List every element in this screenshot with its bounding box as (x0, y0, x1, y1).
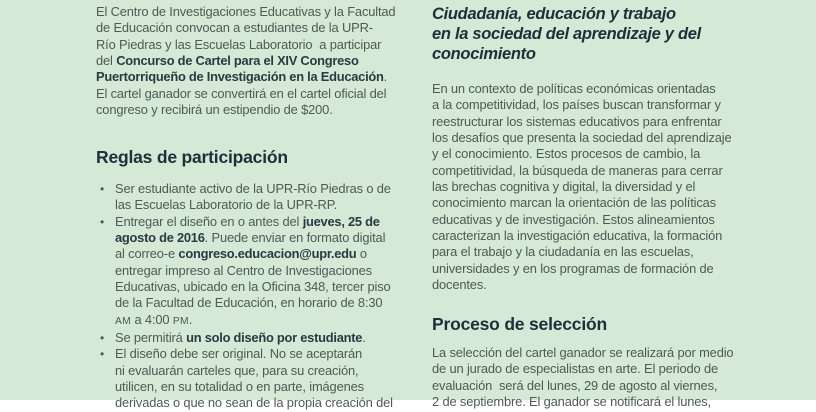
text-line (432, 195, 732, 211)
text-run: las Escuelas Laboratorio de la UPR-RP. (115, 197, 337, 213)
text-run: En un contexto de políticas económicas orientadas (432, 81, 716, 96)
bullet-item (96, 330, 393, 346)
text-line (432, 179, 732, 195)
text-run: para el trabajo y la ciudadanía en las escuelas, (432, 244, 694, 260)
bullet-marker-icon: • (100, 347, 105, 362)
text-run: las brechas cognitiva y digital, la diversidad y el (432, 179, 696, 195)
text-line (432, 130, 732, 146)
text-run: de Educación convocan a estudiantes de la UPR- (96, 20, 373, 36)
text-run: agosto de 2016 (115, 230, 205, 246)
rules-list (96, 181, 393, 412)
text-run: de un jurado de especialistas en arte. El periodo de (432, 361, 719, 377)
text-line (432, 244, 732, 260)
text-run: del (96, 53, 117, 69)
text-line (432, 394, 733, 410)
text-run: . (383, 69, 388, 85)
text-run: a 4:00 (131, 311, 173, 327)
text-line (432, 228, 732, 244)
text-run: en la sociedad del aprendizaje y del (432, 25, 701, 43)
text-run: 2 de septiembre. El ganador se notificará el lunes, (432, 394, 711, 410)
bullet-item (96, 181, 393, 214)
text-line (115, 214, 391, 230)
text-line (115, 395, 393, 411)
text-run: derivadas o que no sean de la propia creación del (115, 395, 393, 411)
text-run: Ser estudiante activo de la UPR-Río Piedras o de (115, 181, 391, 196)
text-line (432, 114, 732, 130)
text-run: al correo-e (115, 246, 179, 262)
theme-heading (432, 4, 701, 64)
text-line (96, 37, 395, 53)
bullet-marker-icon: • (100, 182, 105, 196)
theme-paragraph (432, 81, 732, 293)
bullet-text (115, 330, 366, 346)
text-run: jueves, 25 de (302, 213, 380, 229)
bullet-text (115, 214, 391, 330)
bullet-marker-icon: • (100, 214, 105, 229)
text-run: congreso.educacion@upr.edu (178, 246, 357, 262)
text-line (115, 181, 391, 197)
text-line (96, 86, 395, 102)
text-line (96, 20, 395, 36)
bullet-item (96, 346, 393, 411)
text-run: a la competitividad, los países buscan transformar y (432, 97, 721, 113)
text-line (432, 97, 732, 113)
text-line (432, 345, 733, 361)
text-line (115, 346, 393, 362)
text-run: Se permitirá (115, 330, 187, 346)
text-run: evaluación será del lunes, 29 de agosto al viernes, (432, 377, 718, 393)
text-line (96, 102, 395, 118)
text-run: un solo diseño por estudiante (186, 330, 363, 346)
text-run: ni evaluarán carteles que, para su creación, (115, 362, 359, 378)
text-line (432, 24, 701, 44)
bullet-text (115, 181, 391, 214)
intro-paragraph (96, 4, 395, 118)
text-run: competitividad, la búsqueda de maneras para cerrar (432, 162, 723, 178)
bullet-text (115, 346, 393, 411)
text-line (432, 212, 732, 228)
bullet-marker-icon: • (100, 331, 105, 346)
text-line (115, 330, 366, 346)
text-run: Concurso de Cartel para el XIV Congreso (116, 53, 359, 69)
text-run: . (362, 330, 366, 346)
text-run: docentes. (432, 277, 487, 293)
text-run: AM (115, 315, 132, 327)
text-line (96, 4, 395, 20)
text-line (115, 230, 391, 246)
text-line (432, 378, 733, 394)
bullet-item (96, 214, 393, 330)
text-line (432, 277, 732, 293)
text-run: . (188, 311, 193, 327)
text-run: Educativas, ubicado en la Oficina 348, tercer piso (115, 279, 391, 295)
text-line (115, 379, 393, 395)
text-run: Entregar el diseño en o antes del (115, 213, 303, 229)
text-run: conocimiento marcan la orientación de las políticas (432, 195, 716, 211)
text-run: entregar impreso al Centro de Investigaciones (115, 262, 372, 278)
text-run: caracterizan la investigación educativa, la formación (432, 228, 723, 244)
selection-paragraph (432, 345, 733, 410)
rules-heading: Reglas de participación (96, 147, 288, 167)
text-run: de la Facultad de Educación, en horario de 8:30 (115, 295, 383, 311)
text-run: Puertorriqueño de Investigación en la Educación (96, 69, 384, 85)
text-line (432, 361, 733, 377)
text-line (115, 279, 391, 295)
text-run: congreso y recibirá un estipendio de $200. (96, 102, 333, 118)
text-line (432, 44, 701, 64)
text-line (96, 69, 395, 85)
selection-heading: Proceso de selección (432, 314, 607, 334)
text-line (96, 53, 395, 69)
text-line (432, 261, 732, 277)
text-line (115, 312, 391, 330)
text-run: Río Piedras y las Escuelas Laboratorio a participar (96, 36, 382, 52)
text-run: universidades y en los programas de formación de (432, 260, 714, 276)
text-line (115, 295, 391, 311)
text-line (115, 197, 391, 213)
text-run: PM (172, 315, 189, 327)
text-line (115, 246, 391, 262)
text-run: La selección del cartel ganador se realizará por medio (432, 345, 734, 360)
text-run: utilicen, en su totalidad o en parte, imágenes (115, 379, 364, 395)
text-run: El diseño debe ser original. No se aceptarán (115, 346, 363, 362)
text-line (115, 363, 393, 379)
text-line (115, 263, 391, 279)
text-run: El cartel ganador se convertirá en el cartel oficial del (96, 85, 387, 101)
text-run: y el conocimiento. Estos procesos de cambio, la (432, 146, 701, 162)
text-run: Ciudadanía, educación y trabajo (432, 5, 676, 23)
text-line (432, 146, 732, 162)
text-run: conocimiento (432, 45, 536, 63)
text-run: reestructurar los sistemas educativos para enfrentar (432, 113, 722, 129)
text-line (432, 4, 701, 24)
text-run: educativas y de investigación. Estos alineamientos (432, 211, 715, 227)
text-run: . Puede enviar en formato digital (204, 230, 386, 246)
text-line (432, 163, 732, 179)
text-run: El Centro de Investigaciones Educativas y la Facultad (96, 4, 396, 19)
text-run: o (356, 246, 367, 262)
text-run: los desafíos que presenta la sociedad del aprendizaje (432, 130, 732, 146)
text-line (432, 81, 732, 97)
